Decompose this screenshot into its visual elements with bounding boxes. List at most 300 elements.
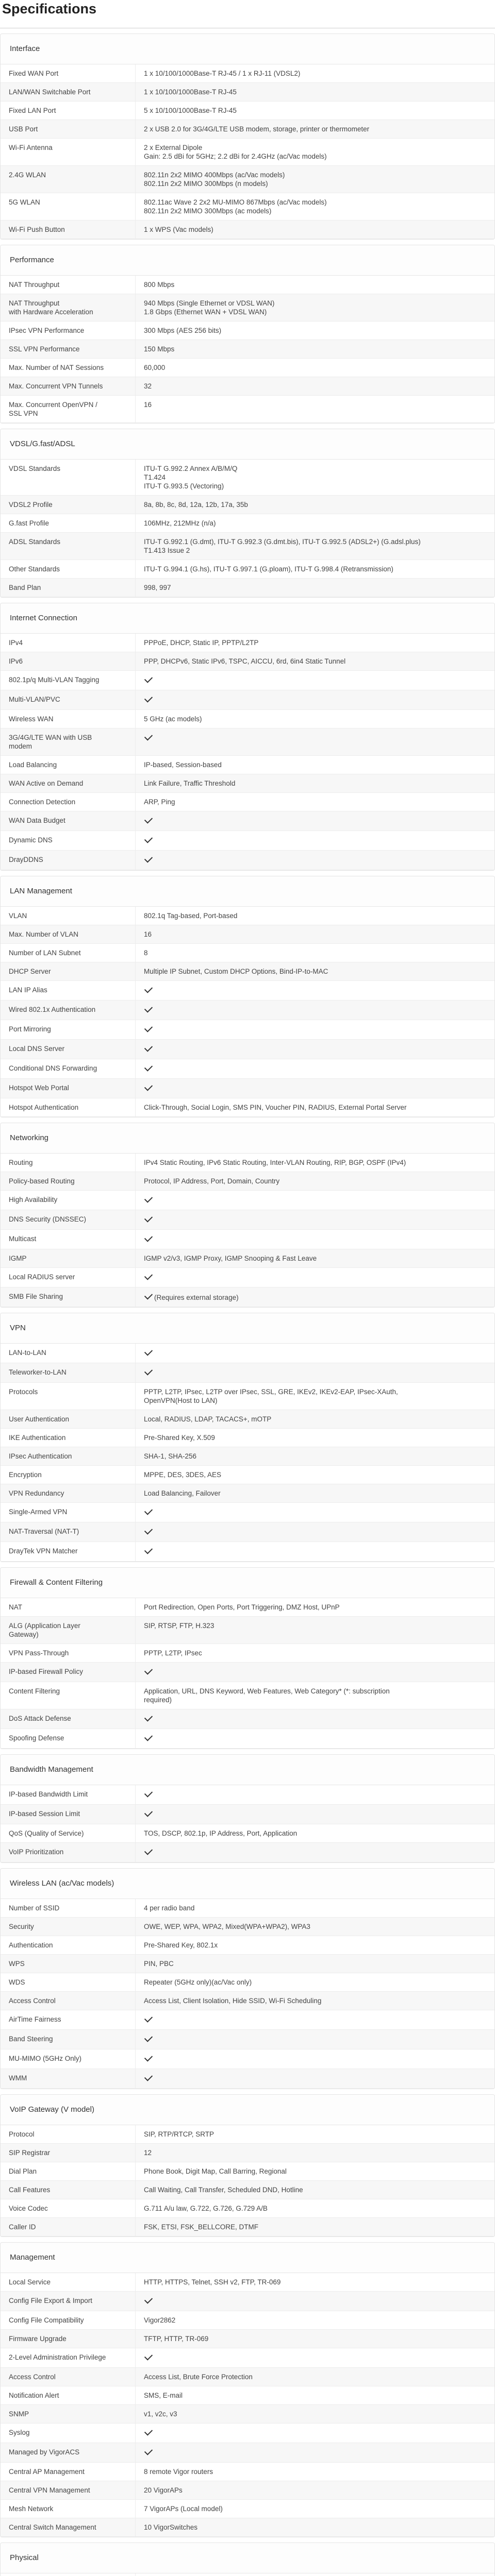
spec-label: IP-based Session Limit <box>1 1805 136 1824</box>
spec-row <box>1 1410 494 1429</box>
spec-label: Local Service <box>1 2273 136 2291</box>
spec-sections <box>0 33 495 2576</box>
spec-row <box>1 2125 494 2144</box>
spec-value <box>136 2443 494 2462</box>
spec-row <box>1 1918 494 1936</box>
spec-row <box>1 1098 494 1117</box>
spec-value <box>136 2368 494 2386</box>
spec-value-text: TFTP, HTTP, TR-069 <box>144 2335 209 2343</box>
spec-label: Config File Compatibility <box>1 2311 136 2329</box>
spec-label: ALG (Application Layer Gateway) <box>1 1617 136 1643</box>
checkmark-icon <box>144 1367 153 1375</box>
spec-label: Voice Codec <box>1 2199 136 2217</box>
spec-value <box>136 2405 494 2423</box>
spec-value <box>136 634 494 652</box>
spec-value-text: MPPE, DES, 3DES, AES <box>144 1471 222 1479</box>
spec-row <box>1 560 494 579</box>
spec-value <box>136 1785 494 1804</box>
spec-label: Wi-Fi Push Button <box>1 221 136 239</box>
spec-row <box>1 652 494 671</box>
checkmark-icon <box>144 1272 153 1280</box>
spec-row <box>1 1729 494 1749</box>
spec-value-text: HTTP, HTTPS, Telnet, SSH v2, FTP, TR-069 <box>144 2278 281 2286</box>
section-heading: Interface <box>1 34 494 64</box>
spec-label: Hotspot Web Portal <box>1 1079 136 1098</box>
spec-label: DrayTek VPN Matcher <box>1 1542 136 1561</box>
spec-value <box>136 2199 494 2217</box>
spec-row <box>1 710 494 728</box>
spec-row <box>1 634 494 652</box>
spec-value <box>136 64 494 82</box>
spec-value <box>136 460 494 495</box>
spec-value <box>136 2069 494 2088</box>
spec-label: Port Mirroring <box>1 1020 136 1039</box>
checkmark-icon <box>144 732 153 740</box>
spec-label: Routing <box>1 1154 136 1172</box>
spec-value-text: 5 x 10/100/1000Base-T RJ-45 <box>144 107 237 114</box>
checkmark-icon <box>144 1506 153 1515</box>
spec-value <box>136 2386 494 2404</box>
spec-value <box>136 831 494 850</box>
spec-row <box>1 1617 494 1644</box>
spec-label: VPN Redundancy <box>1 1484 136 1502</box>
spec-row <box>1 907 494 925</box>
spec-table <box>1 1598 494 1749</box>
spec-value <box>136 1383 494 1410</box>
spec-value <box>136 1542 494 1561</box>
spec-value-text: 5 GHz (ac models) <box>144 715 202 723</box>
spec-value-text: PPPoE, DHCP, Static IP, PPTP/L2TP <box>144 639 259 647</box>
spec-value <box>136 1663 494 1682</box>
checkmark-icon <box>144 2295 153 2303</box>
spec-label: DHCP Server <box>1 962 136 980</box>
checkmark-icon <box>144 854 153 862</box>
spec-value <box>136 1447 494 1465</box>
spec-label: IPv4 <box>1 634 136 652</box>
spec-row <box>1 166 494 193</box>
checkmark-icon <box>144 1291 153 1299</box>
section-heading: Bandwidth Management <box>1 1755 494 1785</box>
spec-label: IGMP <box>1 1249 136 1267</box>
spec-label: Wi-Fi Antenna <box>1 139 136 165</box>
checkmark-icon <box>144 1024 153 1032</box>
spec-row <box>1 2162 494 2181</box>
spec-value <box>136 1287 494 1307</box>
checkmark-icon <box>144 835 153 843</box>
spec-row <box>1 1363 494 1383</box>
spec-label: Local RADIUS server <box>1 1268 136 1287</box>
spec-value-text: G.711 A/u law, G.722, G.726, G.729 A/B <box>144 2205 268 2212</box>
spec-label: Band Plan <box>1 579 136 597</box>
spec-label: IPsec VPN Performance <box>1 321 136 340</box>
spec-value <box>136 981 494 1000</box>
spec-row <box>1 1040 494 1059</box>
spec-row <box>1 2518 494 2537</box>
spec-row <box>1 2292 494 2311</box>
spec-row <box>1 793 494 811</box>
spec-value-text: Access List, Brute Force Protection <box>144 2373 253 2381</box>
spec-value <box>136 774 494 792</box>
spec-label: Max. Number of VLAN <box>1 925 136 943</box>
spec-value-text: IP-based, Session-based <box>144 761 222 769</box>
spec-value-text: IGMP v2/v3, IGMP Proxy, IGMP Snooping & Fast Leave <box>144 1255 317 1262</box>
spec-value-text: SIP, RTP/RTCP, SRTP <box>144 2130 214 2138</box>
spec-label: Central Switch Management <box>1 2518 136 2536</box>
spec-label: Teleworker-to-LAN <box>1 1363 136 1382</box>
spec-value <box>136 1918 494 1936</box>
spec-value <box>136 2518 494 2536</box>
checkmark-icon <box>144 1233 153 1242</box>
spec-value <box>136 166 494 193</box>
spec-row <box>1 925 494 944</box>
spec-label: Number of SSID <box>1 1899 136 1917</box>
spec-value-text: 1 x 10/100/1000Base-T RJ-45 <box>144 88 237 96</box>
spec-value <box>136 1344 494 1363</box>
spec-value-text: 2 x USB 2.0 for 3G/4G/LTE USB modem, storage, printer or thermometer <box>144 125 370 133</box>
spec-label: Central AP Management <box>1 2463 136 2481</box>
spec-value <box>136 2424 494 2443</box>
checkmark-icon <box>144 694 153 702</box>
section-heading: Networking <box>1 1123 494 1154</box>
spec-label: LAN IP Alias <box>1 981 136 1000</box>
spec-value <box>136 193 494 220</box>
checkmark-icon <box>144 2073 153 2081</box>
spec-value <box>136 1154 494 1172</box>
spec-value <box>136 811 494 831</box>
spec-value <box>136 396 494 422</box>
spec-label: Hotspot Authentication <box>1 1098 136 1116</box>
spec-value-text: PIN, PBC <box>144 1960 174 1968</box>
spec-row <box>1 1344 494 1363</box>
spec-row <box>1 2405 494 2424</box>
spec-value-text: Local, RADIUS, LDAP, TACACS+, mOTP <box>144 1415 272 1423</box>
spec-value <box>136 2573 494 2576</box>
spec-label: SIP Registrar <box>1 2144 136 2162</box>
spec-value <box>136 2049 494 2069</box>
spec-section <box>0 245 495 423</box>
spec-label: IPsec Authentication <box>1 1447 136 1465</box>
checkmark-icon <box>144 1043 153 1052</box>
spec-table <box>1 276 494 423</box>
spec-label: NAT Throughput <box>1 276 136 294</box>
spec-row <box>1 193 494 221</box>
spec-value <box>136 340 494 358</box>
spec-value <box>136 1936 494 1954</box>
spec-value <box>136 1973 494 1991</box>
spec-section <box>0 2543 495 2576</box>
spec-value <box>136 1522 494 1541</box>
spec-value-text: 1 x 10/100/1000Base-T RJ-45 / 1 x RJ-11 (VDSL2) <box>144 70 301 77</box>
spec-label: IP-based Bandwidth Limit <box>1 1785 136 1804</box>
section-heading: Internet Connection <box>1 603 494 634</box>
spec-value-text: Port Redirection, Open Ports, Port Triggering, DMZ Host, UPnP <box>144 1603 340 1611</box>
spec-value <box>136 1172 494 1190</box>
spec-row <box>1 1785 494 1805</box>
spec-value-text: Load Balancing, Failover <box>144 1489 221 1497</box>
spec-value <box>136 2144 494 2162</box>
checkmark-icon <box>144 1526 153 1534</box>
spec-value <box>136 1598 494 1616</box>
spec-label: WDS <box>1 1973 136 1991</box>
spec-value <box>136 514 494 532</box>
spec-value-text: SMS, E-mail <box>144 2392 183 2399</box>
spec-row <box>1 1644 494 1663</box>
spec-label: AirTime Fairness <box>1 2010 136 2029</box>
spec-value <box>136 1410 494 1428</box>
spec-value-text: Pre-Shared Key, X.509 <box>144 1434 215 1442</box>
spec-value <box>136 1805 494 1824</box>
spec-label: DoS Attack Defense <box>1 1709 136 1728</box>
spec-value <box>136 925 494 943</box>
spec-row <box>1 64 494 83</box>
section-heading: VoIP Gateway (V model) <box>1 2095 494 2125</box>
spec-row <box>1 756 494 774</box>
spec-value-text: Call Waiting, Call Transfer, Scheduled DND, Hotline <box>144 2186 303 2194</box>
spec-section <box>0 1313 495 1562</box>
checkmark-icon <box>144 1063 153 1071</box>
spec-label: Managed by VigorACS <box>1 2443 136 2462</box>
spec-value-text: OWE, WEP, WPA, WPA2, Mixed(WPA+WPA2), WPA3 <box>144 1923 310 1930</box>
spec-label: Local DNS Server <box>1 1040 136 1059</box>
section-heading: VPN <box>1 1313 494 1344</box>
spec-table <box>1 2573 494 2576</box>
spec-label: Other Standards <box>1 560 136 578</box>
spec-label: Fixed LAN Port <box>1 101 136 120</box>
spec-label: DNS Security (DNSSEC) <box>1 1210 136 1229</box>
spec-label: High Availability <box>1 1191 136 1210</box>
checkmark-icon <box>144 1004 153 1012</box>
spec-value-text: v1, v2c, v3 <box>144 2410 177 2418</box>
page-title: Specifications <box>0 0 495 28</box>
spec-row <box>1 811 494 831</box>
section-heading: Management <box>1 2243 494 2273</box>
spec-value <box>136 728 494 755</box>
spec-label: Number of LAN Subnet <box>1 944 136 962</box>
spec-row <box>1 1249 494 1268</box>
spec-value <box>136 2481 494 2499</box>
spec-value <box>136 1363 494 1382</box>
spec-row <box>1 2273 494 2292</box>
spec-value <box>136 756 494 774</box>
checkmark-icon <box>144 2352 153 2360</box>
spec-row <box>1 2424 494 2443</box>
spec-row <box>1 2030 494 2049</box>
spec-row <box>1 460 494 496</box>
spec-section <box>0 1868 495 2089</box>
spec-value <box>136 1644 494 1662</box>
spec-table <box>1 1899 494 2089</box>
checkmark-icon <box>144 2447 153 2455</box>
spec-row <box>1 1079 494 1098</box>
spec-row <box>1 1447 494 1466</box>
spec-value-text: 8 <box>144 949 148 957</box>
spec-value <box>136 83 494 101</box>
spec-row <box>1 2199 494 2218</box>
spec-label: NAT Throughput with Hardware Acceleration <box>1 294 136 321</box>
spec-value-text: IPv4 Static Routing, IPv6 Static Routing, Inter-VLAN Routing, RIP, BGP, OSPF (IPv4) <box>144 1159 406 1166</box>
spec-table <box>1 2273 494 2537</box>
spec-value <box>136 1210 494 1229</box>
spec-value <box>136 1040 494 1059</box>
spec-value <box>136 652 494 670</box>
spec-label: Wireless WAN <box>1 710 136 728</box>
spec-value <box>136 962 494 980</box>
spec-label: Caller ID <box>1 2218 136 2236</box>
spec-value-text: Repeater (5GHz only)(ac/Vac only) <box>144 1978 252 1986</box>
spec-row <box>1 396 494 423</box>
spec-label: Protocol <box>1 2125 136 2143</box>
spec-value-text: PPTP, L2TP, IPsec <box>144 1649 202 1657</box>
spec-label: VLAN <box>1 907 136 925</box>
spec-label: Load Balancing <box>1 756 136 774</box>
spec-row <box>1 377 494 396</box>
spec-value-text: 32 <box>144 382 152 390</box>
spec-row <box>1 1268 494 1287</box>
spec-value <box>136 1484 494 1502</box>
spec-row <box>1 1843 494 1862</box>
spec-label: Authentication <box>1 1936 136 1954</box>
spec-label: 2.4G WLAN <box>1 166 136 193</box>
spec-value-text: ARP, Ping <box>144 798 175 806</box>
spec-row <box>1 496 494 514</box>
spec-label: Conditional DNS Forwarding <box>1 1059 136 1078</box>
spec-label: IP-based Firewall Policy <box>1 1663 136 1682</box>
spec-value <box>136 2330 494 2348</box>
spec-section <box>0 429 495 598</box>
spec-row <box>1 1522 494 1542</box>
spec-row <box>1 321 494 340</box>
spec-row <box>1 2330 494 2348</box>
spec-value <box>136 1617 494 1643</box>
spec-value-text: Application, URL, DNS Keyword, Web Features, Web Category* (*: subscription required) <box>144 1687 390 1704</box>
spec-value-text: 802.11n 2x2 MIMO 400Mbps (ac/Vac models) 802.11n 2x2 MIMO 300Mbps (n models) <box>144 171 285 188</box>
spec-row <box>1 690 494 710</box>
spec-row <box>1 1484 494 1503</box>
checkmark-icon <box>144 1666 153 1674</box>
spec-value <box>136 2500 494 2518</box>
spec-value-text: 2 x External Dipole Gain: 2.5 dBi for 5GHz; 2.2 dBi for 2.4GHz (ac/Vac models) <box>144 144 327 160</box>
spec-value <box>136 1230 494 1249</box>
spec-row <box>1 83 494 101</box>
spec-value <box>136 2348 494 2367</box>
spec-value-text: 60,000 <box>144 364 166 371</box>
spec-label: Single-Armed VPN <box>1 1503 136 1522</box>
spec-label: VDSL Standards <box>1 460 136 495</box>
spec-value-text: ITU-T G.994.1 (G.hs), ITU-T G.997.1 (G.ploam), ITU-T G.998.4 (Retransmission) <box>144 565 393 573</box>
spec-value <box>136 221 494 239</box>
spec-row <box>1 2348 494 2368</box>
spec-value <box>136 1709 494 1728</box>
spec-label: DrayDDNS <box>1 851 136 870</box>
spec-value-text: 8a, 8b, 8c, 8d, 12a, 12b, 17a, 35b <box>144 501 248 509</box>
spec-row <box>1 2311 494 2330</box>
spec-value <box>136 1843 494 1862</box>
spec-value <box>136 1824 494 1842</box>
spec-label: LAN-to-LAN <box>1 1344 136 1363</box>
spec-label: 802.1p/q Multi-VLAN Tagging <box>1 671 136 690</box>
spec-row <box>1 944 494 962</box>
spec-label: WMM <box>1 2069 136 2088</box>
spec-value-text: 802.1q Tag-based, Port-based <box>144 912 238 920</box>
spec-label: Syslog <box>1 2424 136 2443</box>
spec-row <box>1 851 494 870</box>
spec-section <box>0 2094 495 2237</box>
spec-label: NAT-Traversal (NAT-T) <box>1 1522 136 1541</box>
spec-label: 2-Level Administration Privilege <box>1 2348 136 2367</box>
spec-value <box>136 1955 494 1973</box>
spec-row <box>1 2049 494 2069</box>
spec-label: SNMP <box>1 2405 136 2423</box>
spec-value <box>136 579 494 597</box>
spec-label: WPS <box>1 1955 136 1973</box>
spec-value <box>136 2463 494 2481</box>
spec-label <box>1 2573 136 2576</box>
spec-label: User Authentication <box>1 1410 136 1428</box>
spec-label: Security <box>1 1918 136 1936</box>
spec-value <box>136 276 494 294</box>
spec-label: MU-MIMO (5GHz Only) <box>1 2049 136 2069</box>
spec-row <box>1 533 494 560</box>
spec-value <box>136 1466 494 1484</box>
spec-row <box>1 1230 494 1249</box>
spec-row <box>1 2386 494 2405</box>
spec-label: IKE Authentication <box>1 1429 136 1447</box>
checkmark-icon <box>144 1789 153 1797</box>
spec-section <box>0 876 495 1117</box>
spec-value <box>136 2162 494 2180</box>
checkmark-icon <box>144 815 153 823</box>
checkmark-icon <box>144 1214 153 1222</box>
spec-row <box>1 139 494 166</box>
checkmark-icon <box>144 1082 153 1091</box>
checkmark-icon <box>144 1846 153 1855</box>
spec-label: Notification Alert <box>1 2386 136 2404</box>
spec-row <box>1 962 494 981</box>
spec-row <box>1 1805 494 1824</box>
spec-row <box>1 101 494 120</box>
spec-value <box>136 1059 494 1078</box>
spec-label: Firmware Upgrade <box>1 2330 136 2348</box>
spec-value-text: 940 Mbps (Single Ethernet or VDSL WAN) 1.8 Gbps (Ethernet WAN + VDSL WAN) <box>144 299 275 316</box>
spec-table <box>1 634 494 870</box>
spec-row <box>1 359 494 377</box>
section-heading: Performance <box>1 245 494 276</box>
spec-label: QoS (Quality of Service) <box>1 1824 136 1842</box>
spec-row <box>1 1466 494 1484</box>
spec-value-text: 16 <box>144 401 152 409</box>
spec-value <box>136 1098 494 1116</box>
spec-value-text: Click-Through, Social Login, SMS PIN, Voucher PIN, RADIUS, External Portal Server <box>144 1104 407 1111</box>
spec-row <box>1 1059 494 1079</box>
spec-label: Max. Concurrent VPN Tunnels <box>1 377 136 395</box>
spec-section <box>0 33 495 240</box>
spec-label: 5G WLAN <box>1 193 136 220</box>
section-heading: LAN Management <box>1 876 494 907</box>
spec-value <box>136 1249 494 1267</box>
spec-label: VoIP Prioritization <box>1 1843 136 1862</box>
spec-row <box>1 221 494 239</box>
spec-value <box>136 1191 494 1210</box>
spec-row <box>1 340 494 359</box>
spec-value-text: Access List, Client Isolation, Hide SSID, Wi-Fi Scheduling <box>144 1997 322 2005</box>
spec-table <box>1 64 494 239</box>
spec-row <box>1 2010 494 2030</box>
spec-value <box>136 2125 494 2143</box>
spec-value-text: 12 <box>144 2149 152 2157</box>
spec-table <box>1 1785 494 1862</box>
spec-value <box>136 496 494 514</box>
spec-value <box>136 294 494 321</box>
